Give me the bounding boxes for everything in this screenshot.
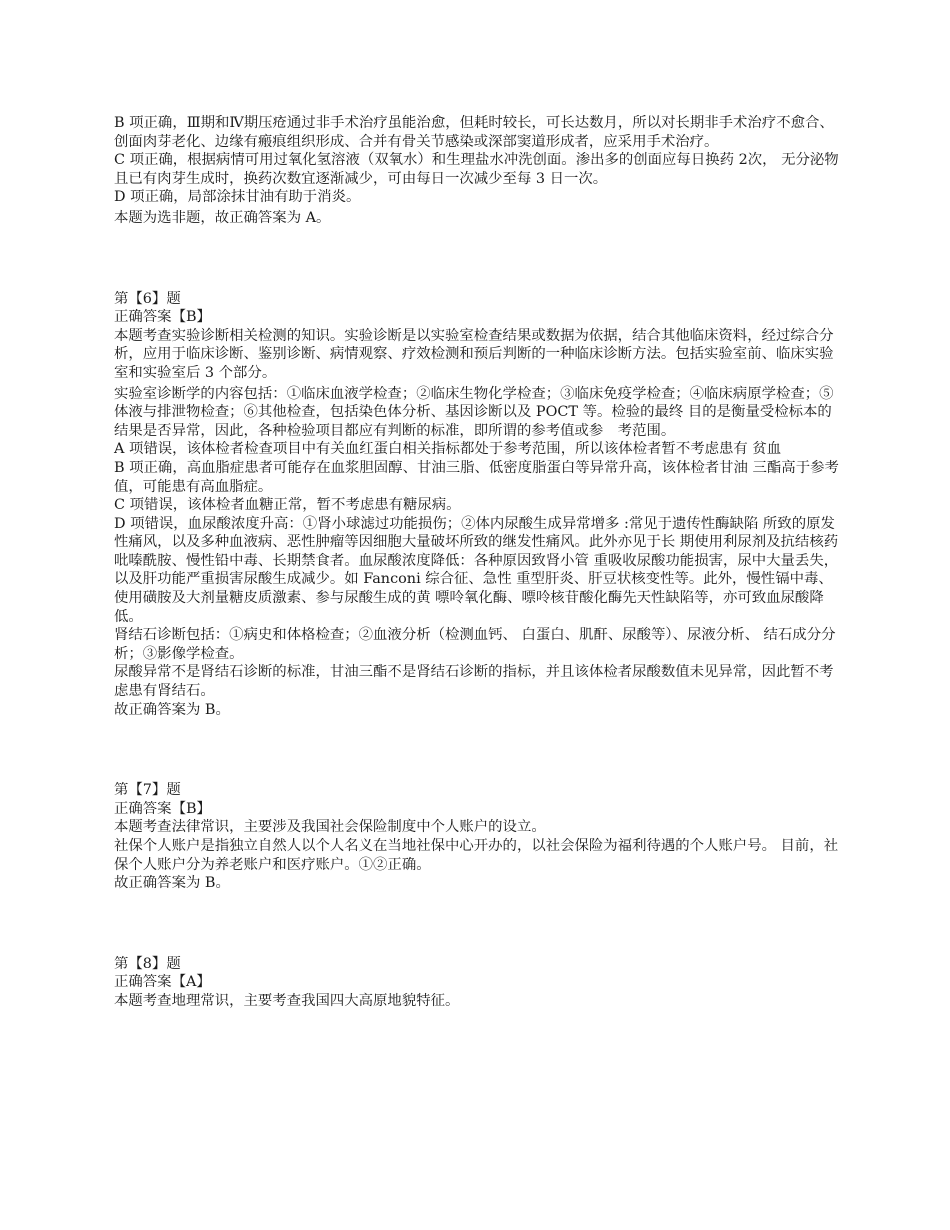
option-b-explanation: B 项正确，Ⅲ期和Ⅳ期压疮通过非手术治疗虽能治愈，但耗时较长，可长达数月，所以对长期非手术治疗不愈合、创面肉芽老化、边缘有瘢痕组织形成、合并有骨关节感染或深部窦道形成者，应采用手术治疗。	[114, 115, 834, 150]
document-page	[114, 114, 840, 1011]
option-d-explanation: D 项正确，局部涂抹甘油有助于消炎。	[114, 189, 361, 206]
question-7	[114, 781, 840, 893]
explanation-intro: 本题考查法律常识，主要涉及我国社会保险制度中个人账户的设立。	[114, 819, 546, 836]
question-title: 第【8】题	[114, 955, 181, 972]
option-c-explanation: C 项正确，根据病情可用过氧化氢溶液（双氧水）和生理盐水冲洗创面。渗出多的创面应每日换药 2次， 无分泌物且已有肉芽生成时，换药次数宜逐渐减少，可由每日一次减少至每 3 日一次。	[114, 152, 839, 187]
option-c-explanation: C 项错误，该体检者血糖正常，暂不考虑患有糖尿病。	[114, 497, 461, 514]
explanation-intro: 本题考查实验诊断相关检测的知识。实验诊断是以实验室检查结果或数据为依据，结合其他临床资料，经过综合分析，应用于临床诊断、鉴别诊断、病情观察、疗效检测和预后判断的一种临床诊断方法。包括实验室前、临床实验室和实验室后 3 个部分。	[114, 327, 834, 381]
conclusion: 本题为选非题，故正确答案为 A。	[114, 209, 331, 226]
correct-answer: 正确答案【B】	[114, 309, 211, 326]
conclusion: 故正确答案为 B。	[114, 701, 230, 718]
question-5-explanation-tail	[114, 114, 840, 228]
explanation-intro: 本题考查地理常识，主要考查我国四大高原地貌特征。	[114, 992, 460, 1009]
explanation-content: 实验室诊断学的内容包括：①临床血液学检查；②临床生物化学检查；③临床免疫学检查；④临床病原学检查；⑤体液与排泄物检查；⑥其他检查，包括染色体分析、基因诊断以及 POCT 等。检验的最终 目的是衡量受检标本的结果是否异常，因此，各种检验项目都应有判断的标准，即所谓的参考值或参 考范围。	[114, 385, 834, 439]
question-title: 第【6】题	[114, 290, 181, 307]
correct-answer: 正确答案【A】	[114, 974, 211, 991]
conclusion: 故正确答案为 B。	[114, 875, 230, 892]
option-a-explanation: A 项错误，该体检者检查项目中有关血红蛋白相关指标都处于参考范围，所以该体检者暂不考虑患有 贫血	[114, 441, 782, 458]
option-b-explanation: B 项正确，高血脂症患者可能存在血浆胆固醇、甘油三脂、低密度脂蛋白等异常升高，该体检者甘油 三酯高于参考值，可能患有高血脂症。	[114, 459, 839, 495]
question-6	[114, 290, 840, 720]
option-d-explanation: D 项错误，血尿酸浓度升高：①肾小球滤过功能损伤；②体内尿酸生成异常增多 :常见于遗传性酶缺陷 所致的原发性痛风，以及多种血液病、恶性肿瘤等因细胞大量破坏所致的继发性痛风。此外亦见于长 期使用利尿剂及抗结核药吡嗪酰胺、慢性铅中毒、长期禁食者。血尿酸浓度降低：各种原因致肾小管 重吸收尿酸功能损害，尿中大量丢失，以及肝功能严重损害尿酸生成减少。如 Fanconi 综合征、急性 重型肝炎、肝豆状核变性等。此外，慢性镉中毒、使用磺胺及大剂量糖皮质激素、参与尿酸生成的黄 嘌呤氧化酶、嘌呤核苷酸化酶先天性缺陷等，亦可致血尿酸降低。	[114, 515, 839, 625]
correct-answer: 正确答案【B】	[114, 800, 211, 817]
diagnosis-note: 肾结石诊断包括：①病史和体格检查；②血液分析（检测血钙、 白蛋白、肌酐、尿酸等）、尿液分析、 结石成分分析；③影像学检查。	[114, 627, 836, 662]
explanation-content: 社保个人账户是指独立自然人以个人名义在当地社保中心开办的，以社会保险为福利待遇的个人账户号。 目前，社保个人账户分为养老账户和医疗账户。①②正确。	[114, 838, 839, 873]
question-8	[114, 955, 840, 1011]
question-title: 第【7】题	[114, 782, 181, 799]
summary-note: 尿酸异常不是肾结石诊断的标准，甘油三酯不是肾结石诊断的指标，并且该体检者尿酸数值未见异常，因此暂不考虑患有肾结石。	[114, 664, 834, 700]
